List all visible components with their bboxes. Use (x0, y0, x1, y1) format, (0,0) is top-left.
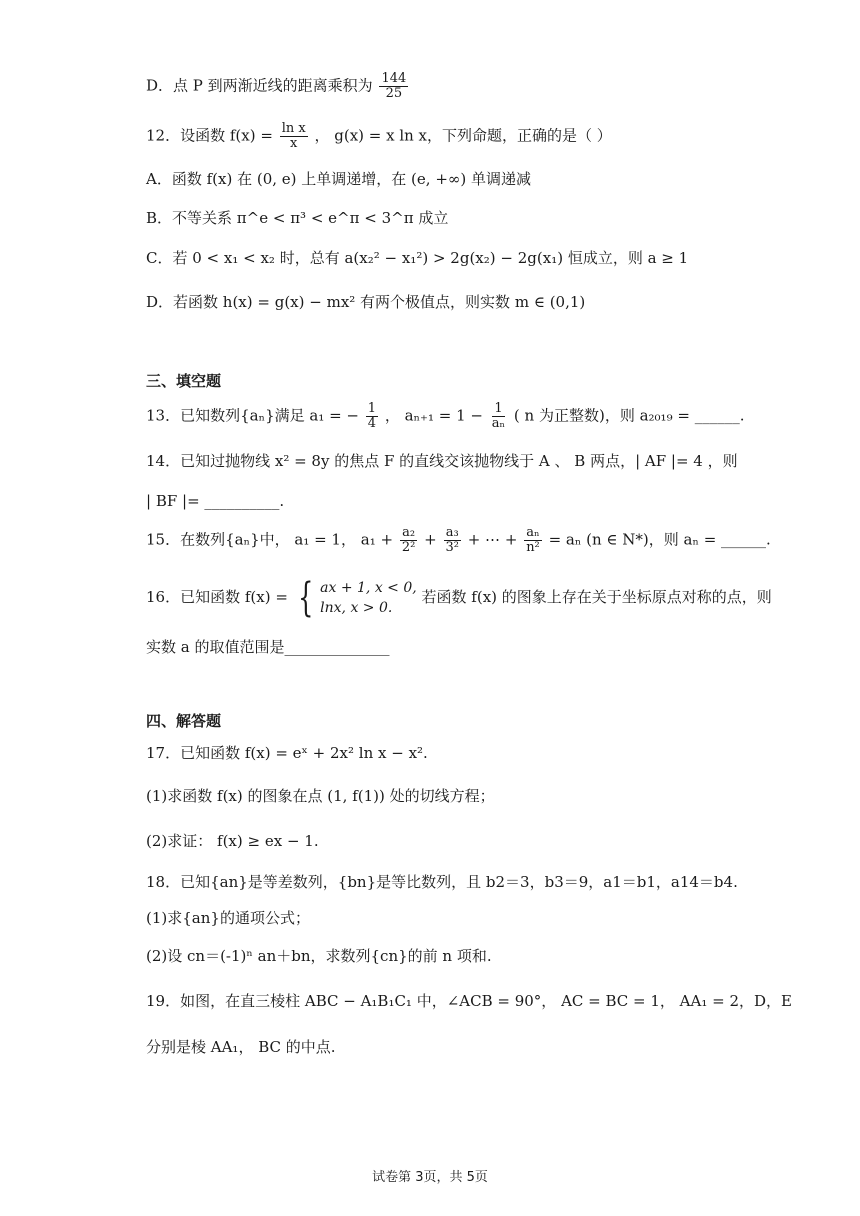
fraction-144-25 (379, 72, 408, 101)
q15-start: 15．在数列{aₙ}中， a₁ = 1， a₁ + (146, 530, 394, 549)
ellipsis-sum: + ⋯ + (467, 530, 518, 549)
q11-option-d (146, 72, 800, 101)
q13-start: 13．已知数列{aₙ}满足 a₁ = − (146, 406, 360, 425)
fraction-an-over-nsq (524, 526, 542, 555)
fraction-numerator: aₙ (526, 525, 540, 540)
q16-line1 (146, 575, 800, 621)
q12-stem (146, 122, 800, 151)
q13-end: ( n 为正整数)，则 a₂₀₁₉ = ______. (513, 406, 745, 425)
q16-end: 若函数 f(x) 的图象上存在关于坐标原点对称的点，则 (421, 588, 772, 606)
fraction-numerator: 1 (367, 401, 377, 416)
fraction-numerator: ln x (281, 121, 306, 136)
page-footer: 试卷第 3页，共 5页 (372, 1170, 488, 1185)
q12-stem-start: 12．设函数 f(x) = (146, 126, 278, 145)
fraction-a2-over-2sq (400, 526, 417, 555)
fraction-numerator: a₂ (402, 525, 416, 540)
q13-mid: ， aₙ₊₁ = 1 − (384, 406, 483, 425)
q18: 18．已知{an}是等差数列，{bn}是等比数列，且 b2＝3，b3＝9，a1＝b1，a14＝b4. (146, 873, 738, 891)
q12-option-d: D．若函数 h(x) = g(x) − mx² 有两个极值点，则实数 m ∈ (0,1) (146, 293, 586, 311)
piecewise-row-2: lnx, x > 0. (320, 600, 393, 616)
fraction-denominator: x (290, 136, 298, 151)
fraction-denominator: 2² (401, 540, 416, 555)
q17: 17．已知函数 f(x) = eˣ + 2x² ln x − x². (146, 744, 428, 762)
fraction-a3-over-3sq (443, 526, 460, 555)
q19-line1: 19．如图，在直三棱柱 ABC − A₁B₁C₁ 中，∠ACB = 90°， AC = BC = 1， AA₁ = 2，D，E (146, 992, 792, 1010)
fraction-numerator: 144 (381, 71, 407, 86)
fraction-denominator: 25 (385, 86, 403, 101)
q12-option-c: C．若 0 < x₁ < x₂ 时，总有 a(x₂² − x₁²) > 2g(x₂) − 2g(x₁) 恒成立，则 a ≥ 1 (146, 249, 689, 267)
fraction-denominator: 3² (445, 540, 459, 555)
q13 (146, 402, 800, 431)
fraction-denominator: 4 (367, 416, 377, 431)
q15 (146, 526, 800, 555)
fraction-1-4 (366, 402, 378, 431)
q18-part2: (2)设 cn＝(-1)ⁿ an＋bn，求数列{cn}的前 n 项和. (146, 947, 492, 965)
q11-option-d-text: D．点 P 到两渐近线的距离乘积为 (146, 76, 373, 95)
q17-part2: (2)求证： f(x) ≥ ex − 1. (146, 832, 319, 850)
q14-line2: | BF |= __________. (146, 492, 285, 510)
q12-option-b: B．不等关系 π^e < π³ < e^π < 3^π 成立 (146, 209, 449, 227)
q12-option-a: A．函数 f(x) 在 (0, e) 上单调递增，在 (e, +∞) 单调递减 (146, 170, 531, 188)
q18-part1: (1)求{an}的通项公式； (146, 909, 310, 927)
q17-part1: (1)求函数 f(x) 的图象在点 (1, f(1)) 处的切线方程； (146, 787, 495, 805)
fraction-numerator: 1 (494, 401, 503, 416)
fraction-lnx-over-x (280, 122, 308, 151)
piecewise-row-1: ax + 1, x < 0, (320, 580, 417, 596)
section-fill-in-title: 三、填空题 (146, 372, 222, 390)
fraction-1-an (490, 402, 507, 431)
section-answer-title: 四、解答题 (146, 712, 222, 730)
q16-line2: 实数 a 的取值范围是______________ (146, 638, 390, 656)
fraction-numerator: a₃ (445, 525, 459, 540)
q14-line1: 14．已知过抛物线 x² = 8y 的焦点 F 的直线交该抛物线于 A 、 B 两点，| AF |= 4 ，则 (146, 452, 738, 470)
q16-start: 16．已知函数 f(x) = (146, 588, 288, 606)
piecewise-rows (320, 578, 417, 618)
q12-stem-end: ， g(x) = x ln x，下列命题，正确的是（ ） (314, 126, 612, 145)
fraction-denominator: aₙ (491, 416, 506, 431)
q15-end: = aₙ (n ∈ N*)，则 aₙ = ______. (548, 530, 771, 549)
piecewise-function (293, 575, 417, 621)
left-brace: { (297, 575, 314, 621)
fraction-denominator: n² (526, 540, 540, 555)
plus-sign: + (424, 530, 437, 549)
q19-line2: 分别是棱 AA₁， BC 的中点. (146, 1038, 336, 1056)
